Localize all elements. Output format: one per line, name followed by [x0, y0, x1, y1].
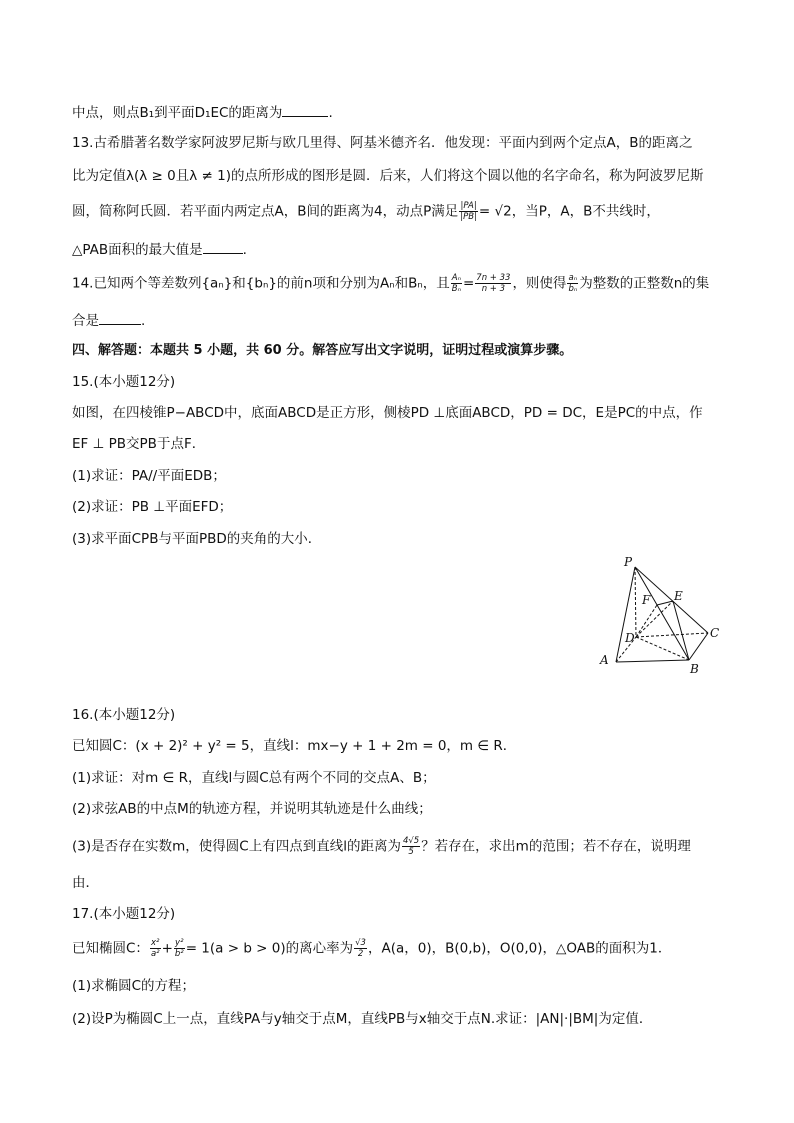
q14-answer-blank: [99, 314, 141, 325]
q14-fraction-ab: $\frac{\text{aₙ}}{\text{bₙ}}$: [568, 273, 578, 294]
edge-PD-hidden: [635, 567, 636, 637]
edge-PA: [616, 567, 635, 662]
q13-ratio-fraction: $\frac{|PA|}{|PB|}$: [460, 201, 477, 222]
segment-DB-hidden: [636, 637, 689, 660]
q15-part-2: (2)求证：PB ⊥平面EFD；: [72, 499, 233, 515]
q16-line-1: 已知圆C：(x + 2)² + y² = 5，直线l：mx−y + 1 + 2m = 0，m ∈ R．: [72, 738, 517, 754]
section-4-heading: 四、解答题：本题共 5 小题，共 60 分。解答应写出文字说明，证明过程或演算步骤。: [72, 343, 573, 358]
q13-line-1: 13.古希腊著名数学家阿波罗尼斯与欧几里得、阿基米德齐名．他发现：平面内到两个定点A，B的距离之: [72, 135, 693, 151]
segment-DF-hidden: [636, 605, 657, 637]
q16-part-3-cont: 由．: [72, 875, 99, 891]
q16-part-1: (1)求证：对m ∈ R，直线l与圆C总有两个不同的交点A、B；: [72, 770, 436, 786]
q15-head: 15.(本小题12分): [72, 374, 176, 390]
q17-eccentricity-fraction: $\frac{√3}{2}$: [355, 938, 366, 959]
q14-line-2: 合是 .: [72, 313, 146, 329]
q13-line-4: △PAB面积的最大值是 .: [72, 242, 247, 258]
q17-fraction-x: $\frac{\text{x²}}{\text{a²}}$: [150, 938, 160, 959]
segment-EB: [673, 601, 689, 660]
q15-part-3: (3)求平面CPB与平面PBD的夹角的大小．: [72, 531, 322, 547]
label-D: D: [625, 631, 635, 645]
q17-line-1: 已知椭圆C： $\frac{\text{x²}}{\text{a²}}$ + $\frac{\text{y²}}{\text{b²}}$ = 1(a > b > 0)的离心率为 $\frac{√3}{2}$ ，A(a，0)，B(0,b)，O(0,0)，△OAB的面积为1．: [72, 938, 672, 959]
label-P: P: [624, 555, 633, 569]
label-B: B: [690, 662, 699, 675]
q14-fraction-AB: $\frac{\text{Aₙ}}{\text{Bₙ}}$: [451, 273, 461, 294]
label-A: A: [600, 653, 609, 667]
q17-part-1: (1)求椭圆C的方程；: [72, 978, 196, 994]
q15-line-1: 如图，在四棱锥P−ABCD中，底面ABCD是正方形，侧棱PD ⊥底面ABCD，PD = DC，E是PC的中点，作: [72, 405, 703, 421]
q16-distance-fraction: $\frac{4√5}{5}$: [402, 836, 420, 857]
label-F: F: [642, 593, 651, 607]
q12-answer-blank: [282, 106, 328, 117]
q15-line-2: EF ⊥ PB交PB于点F．: [72, 436, 206, 452]
q17-head: 17.(本小题12分): [72, 906, 176, 922]
q16-part-3: (3)是否存在实数m，使得圆C上有四点到直线l的距离为 $\frac{4√5}{5}$ ？若存在，求出m的范围；若不存在，说明理: [72, 836, 691, 857]
q14-fraction-7n: $\frac{7n + 33}{n + 3}$: [476, 273, 511, 294]
segment-EF: [657, 601, 673, 605]
q16-head: 16.(本小题12分): [72, 707, 176, 723]
q15-part-1: (1)求证：PA//平面EDB；: [72, 468, 226, 484]
label-E: E: [674, 589, 683, 603]
edge-PB: [635, 567, 689, 660]
q13-answer-blank: [203, 243, 243, 254]
q17-fraction-y: $\frac{\text{y²}}{\text{b²}}$: [174, 938, 184, 959]
edge-BC: [689, 633, 708, 660]
edge-AB: [616, 660, 689, 662]
q17-part-2: (2)设P为椭圆C上一点，直线PA与y轴交于点M，直线PB与x轴交于点N.求证：|AN|·|BM|为定值．: [72, 1011, 653, 1027]
q13-line-2: 比为定值λ(λ ≥ 0且λ ≠ 1)的点所形成的图形是圆．后来，人们将这个圆以他的名字命名，称为阿波罗尼斯: [72, 168, 704, 184]
q12-text: 中点，则点B₁到平面D₁EC的距离为: [72, 105, 283, 121]
q14-line-1: 14.已知两个等差数列{aₙ}和{bₙ}的前n项和分别为Aₙ和Bₙ，且 $\frac{\text{Aₙ}}{\text{Bₙ}}$ = $\frac{7n + 33}{n + 3}$ ，则使得 $\frac{\text{aₙ}}{\text{bₙ}}$ 为整数的正整数n的集: [72, 273, 710, 294]
pyramid-figure: [594, 553, 724, 675]
q16-part-2: (2)求弦AB的中点M的轨迹方程，并说明其轨迹是什么曲线；: [72, 801, 432, 817]
q12-line: 中点，则点B₁到平面D₁EC的距离为 .: [72, 105, 333, 121]
q13-line-3: 圆，简称阿氏圆．若平面内两定点A，B间的距离为4，动点P满足 $\frac{|PA|}{|PB|}$ = √2，当P，A，B不共线时，: [72, 201, 660, 222]
label-C: C: [710, 626, 720, 640]
edge-DC-hidden: [636, 633, 708, 637]
